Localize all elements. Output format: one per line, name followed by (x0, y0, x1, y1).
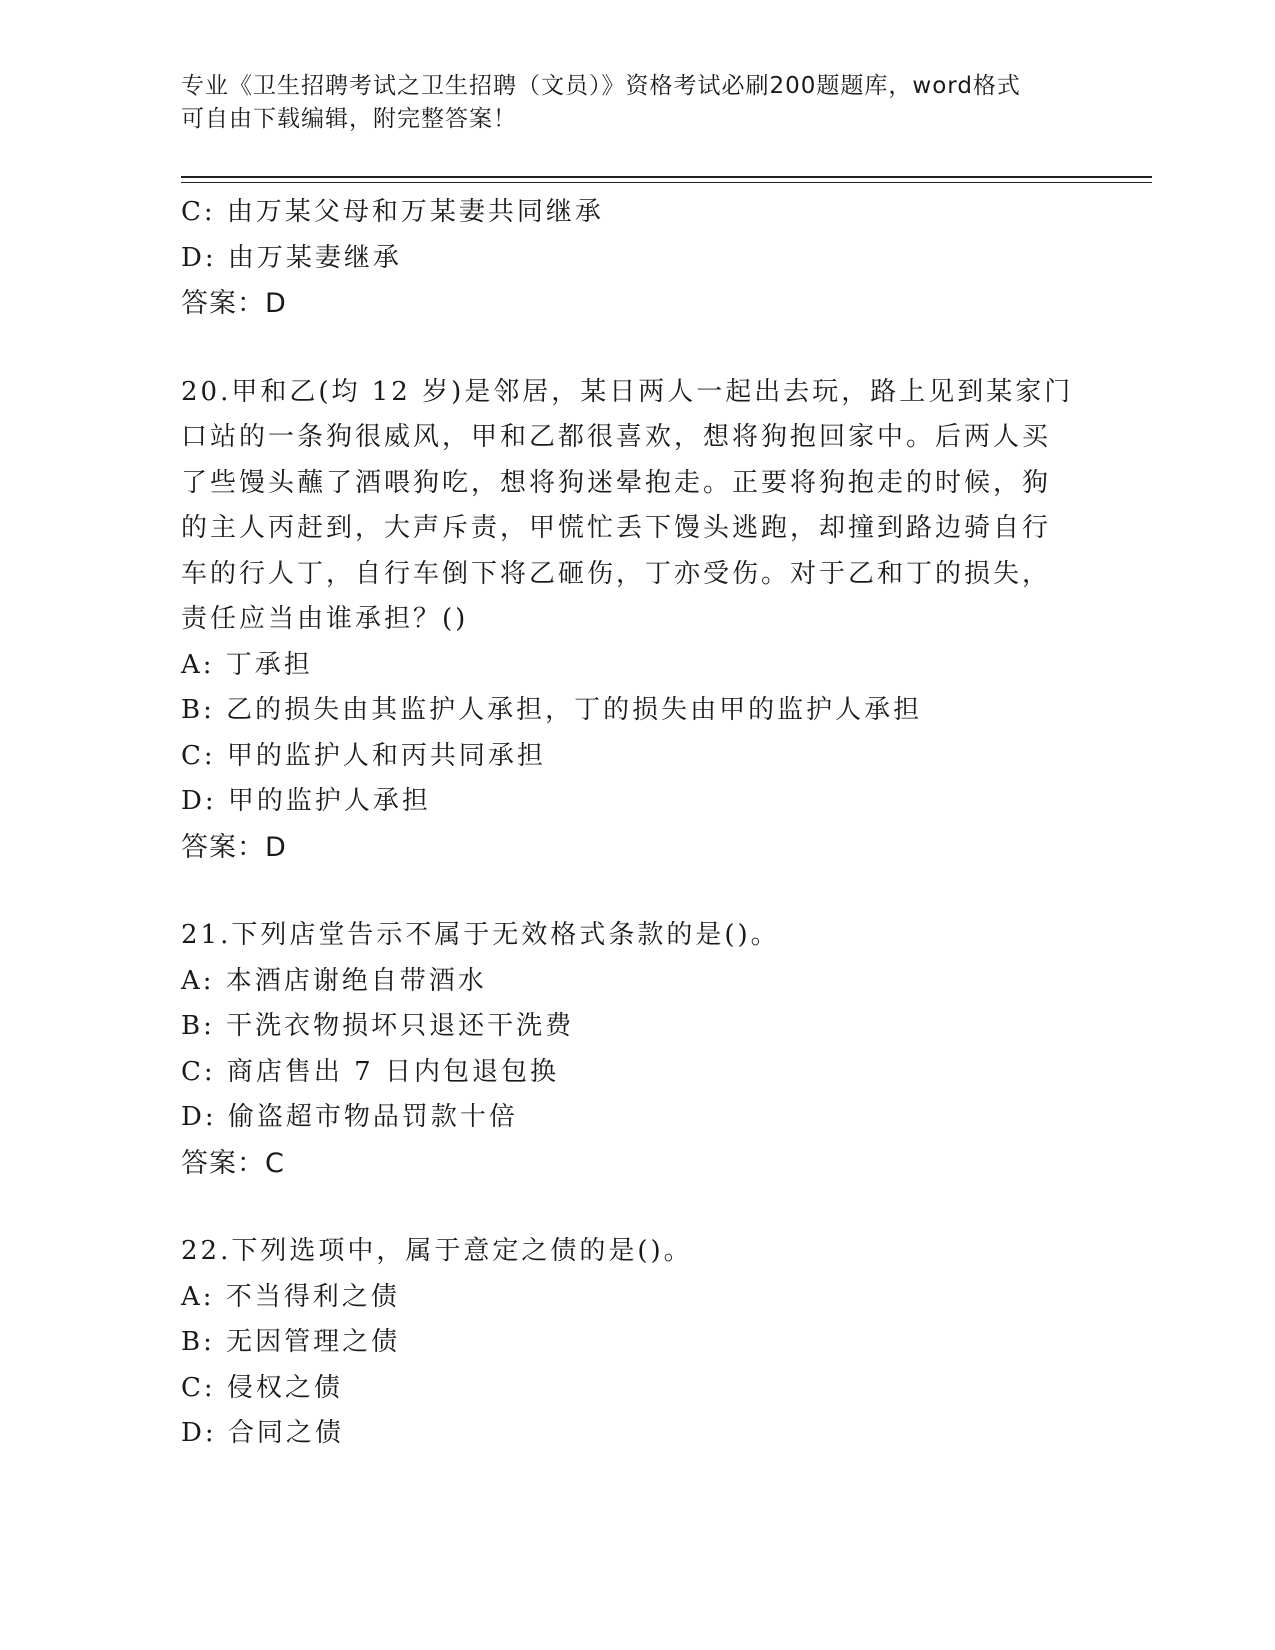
header-rule-thick (181, 176, 1152, 178)
option-b: B: 乙的损失由其监护人承担，丁的损失由甲的监护人承担 (181, 695, 923, 725)
question-stem-line: 责任应当由谁承担？() (181, 604, 469, 634)
question-20 (181, 370, 1081, 871)
option-d: D: 合同之债 (181, 1418, 344, 1448)
question-stem-line: 22.下列选项中，属于意定之债的是()。 (181, 1236, 693, 1266)
header-line-1: 专业《卫生招聘考试之卫生招聘（文员）》资格考试必刷200题题库，word格式 (181, 73, 1021, 99)
option-b: B: 干洗衣物损坏只退还干洗费 (181, 1011, 575, 1041)
question-22 (181, 1229, 1081, 1457)
answer-line: 答案：D (181, 831, 287, 863)
question-stem-line: 的主人丙赶到，大声斥责，甲慌忙丢下馒头逃跑，却撞到路边骑自行 (181, 513, 1052, 543)
answer-line: 答案：C (181, 1147, 285, 1179)
document-header (181, 70, 1061, 136)
option-c: C: 商店售出 7 日内包退包换 (181, 1056, 559, 1087)
header-line-2: 可自由下载编辑，附完整答案！ (181, 106, 517, 132)
header-rule-thin (181, 182, 1152, 183)
question-21 (181, 913, 1081, 1186)
question-stem-line: 20.甲和乙(均 12 岁)是邻居，某日两人一起出去玩，路上见到某家门 (181, 376, 1074, 407)
option-c: C: 甲的监护人和丙共同承担 (181, 740, 546, 771)
option-a: A: 不当得利之债 (181, 1281, 400, 1312)
question-stem-line: 了些馒头蘸了酒喂狗吃，想将狗迷晕抱走。正要将狗抱走的时候，狗 (181, 467, 1052, 498)
option-d: D: 偷盗超市物品罚款十倍 (181, 1102, 518, 1132)
option-d: D: 由万某妻继承 (181, 242, 402, 273)
question-19-continued (181, 190, 1081, 327)
question-stem-line: 21.下列店堂告示不属于无效格式条款的是()。 (181, 920, 780, 950)
question-stem-line: 车的行人丁，自行车倒下将乙砸伤，丁亦受伤。对于乙和丁的损失， (181, 558, 1052, 589)
option-b: B: 无因管理之债 (181, 1327, 401, 1357)
option-d: D: 甲的监护人承担 (181, 786, 431, 816)
option-a: A: 本酒店谢绝自带酒水 (181, 965, 487, 996)
option-c: C: 侵权之债 (181, 1372, 343, 1403)
option-a: A: 丁承担 (181, 649, 313, 680)
answer-line: 答案：D (181, 288, 287, 319)
question-stem-line: 口站的一条狗很威风，甲和乙都很喜欢，想将狗抱回家中。后两人买 (181, 422, 1052, 452)
document-body (181, 190, 1081, 1457)
option-c: C: 由万某父母和万某妻共同继承 (181, 197, 604, 227)
